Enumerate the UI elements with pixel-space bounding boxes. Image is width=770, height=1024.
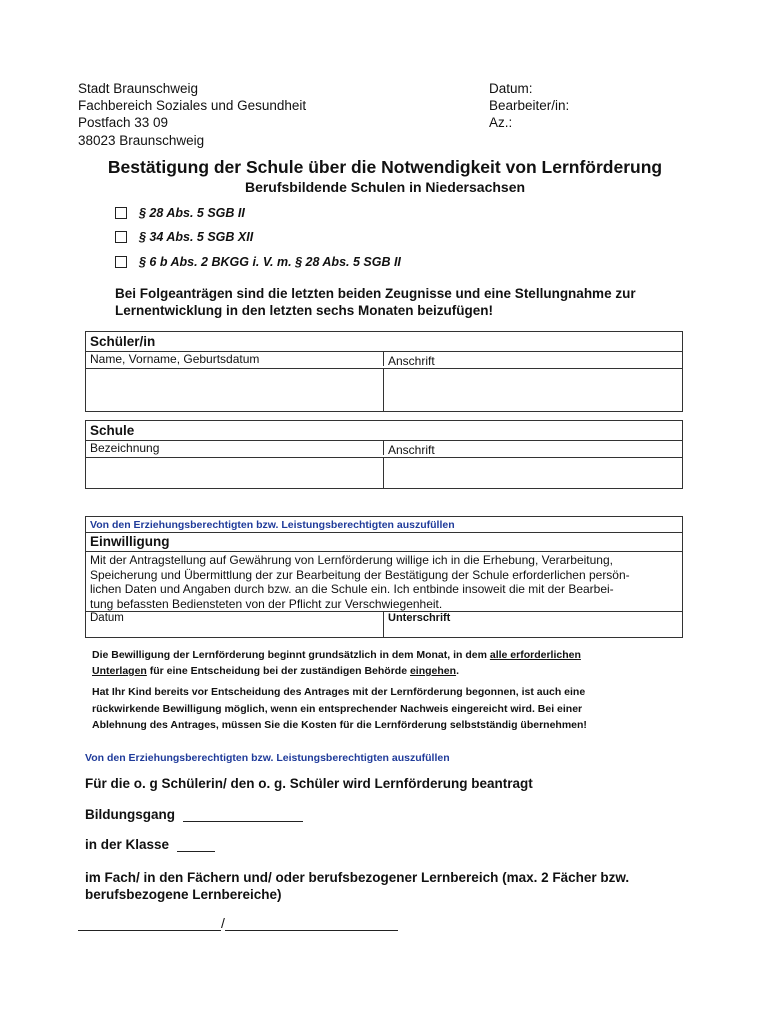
- law-option-label: § 6 b Abs. 2 BKGG i. V. m. § 28 Abs. 5 SGB II: [139, 255, 401, 269]
- guardian-banner: Von den Erziehungsberechtigten bzw. Leistungsberechtigten auszufüllen: [85, 752, 450, 764]
- start-info-underlined: eingehen: [409, 665, 457, 677]
- start-info-text: Die Bewilligung der Lernförderung beginnt grundsätzlich in dem Monat, in dem: [92, 649, 490, 661]
- retroactive-line: Hat Ihr Kind bereits vor Entscheidung des Antrages mit der Lernförderung begonnen, ist auch eine: [92, 686, 586, 698]
- start-info: [92, 647, 652, 679]
- retroactive-line: Ablehnung des Antrages, müssen Sie die Kosten für die Lernförderung selbstständig übernehmen!: [92, 719, 587, 731]
- consent-section: [85, 516, 683, 638]
- checkbox[interactable]: [115, 207, 127, 219]
- retroactive-info: [92, 684, 652, 734]
- start-info-text: für eine Entscheidung bei der zuständigen Behörde: [146, 665, 410, 677]
- address-line: 38023 Braunschweig: [78, 132, 205, 148]
- klasse-input[interactable]: [177, 837, 215, 852]
- address-line: Fachbereich Soziales und Gesundheit: [78, 98, 307, 114]
- consent-banner: Von den Erziehungsberechtigten bzw. Leistungsberechtigten auszufüllen: [90, 519, 455, 531]
- school-address-field[interactable]: [384, 458, 682, 488]
- subject-input-1[interactable]: [78, 916, 221, 931]
- consent-signature-label: Unterschrift: [388, 612, 451, 624]
- consent-line: Speicherung und Übermittlung der zur Bearbeitung der Bestätigung der Schule erforderlichen persön-: [90, 567, 630, 582]
- law-option-2[interactable]: [115, 230, 253, 244]
- meta-reference-label: Az.:: [489, 115, 513, 131]
- student-labels-row: [86, 351, 682, 368]
- consent-line: Mit der Antragstellung auf Gewährung von Lernförderung willige ich in die Erhebung, Verarbeitung,: [90, 553, 613, 567]
- law-option-label: § 28 Abs. 5 SGB II: [139, 206, 245, 220]
- retroactive-line: rückwirkende Bewilligung möglich, wenn ein entsprechender Nachweis eingereicht wird. Bei einer: [92, 702, 583, 715]
- address-line: Postfach 33 09: [78, 115, 169, 131]
- follow-up-note: Bei Folgeanträgen sind die letzten beiden Zeugnisse und eine Stellungnahme zur Lernentwicklung in den letzten sechs Monaten beizufügen!: [115, 286, 636, 318]
- document-title: Bestätigung der Schule über die Notwendigkeit von Lernförderung: [107, 157, 663, 177]
- student-values-row: [86, 368, 682, 411]
- school-values-row: [86, 457, 682, 488]
- address-line: Stadt Braunschweig: [78, 81, 199, 96]
- consent-line: tung befassten Bediensteten von der Pflicht zur Verschwiegenheit.: [90, 596, 443, 611]
- law-option-label: § 34 Abs. 5 SGB XII: [139, 230, 254, 244]
- subject-input-row: [78, 915, 398, 931]
- checkbox[interactable]: [115, 231, 127, 243]
- bildungsgang-input[interactable]: [183, 807, 303, 822]
- consent-sign-row: [86, 611, 682, 637]
- fach-label-line: im Fach/ in den Fächern und/ oder berufsbezogener Lernbereich (max. 2 Fächer bzw.: [85, 870, 630, 885]
- meta-clerk-label: Bearbeiter/in:: [489, 98, 570, 114]
- meta-date-label: Datum:: [489, 81, 533, 96]
- school-labels-row: [86, 440, 682, 457]
- start-info-text: .: [456, 665, 459, 677]
- school-address-label: Anschrift: [388, 443, 435, 457]
- law-option-1[interactable]: [115, 206, 245, 220]
- fach-label-line: berufsbezogene Lernbereiche): [85, 887, 282, 902]
- subject-separator: /: [221, 915, 225, 931]
- fach-row: [85, 869, 629, 903]
- start-info-underlined: Unterlagen: [92, 665, 147, 677]
- klasse-label: in der Klasse: [85, 837, 170, 852]
- document-meta: [489, 80, 569, 132]
- consent-signature-field[interactable]: [384, 612, 682, 637]
- document-subtitle: Berufsbildende Schulen in Niedersachsen: [244, 179, 526, 195]
- klasse-row: [85, 837, 215, 852]
- checkbox[interactable]: [115, 256, 127, 268]
- school-section: [85, 420, 683, 489]
- school-heading: Schule: [90, 423, 135, 438]
- school-name-field[interactable]: [86, 458, 384, 488]
- student-address-label: Anschrift: [388, 354, 435, 368]
- start-info-underlined: alle erforderlichen: [489, 649, 581, 661]
- consent-text: [86, 551, 682, 611]
- consent-date-field[interactable]: [86, 612, 384, 637]
- school-name-label: Bezeichnung: [86, 441, 384, 455]
- bildungsgang-label: Bildungsgang: [85, 807, 175, 822]
- law-option-3[interactable]: [115, 255, 401, 269]
- student-name-label: Name, Vorname, Geburtsdatum: [86, 352, 384, 366]
- consent-heading: Einwilligung: [86, 532, 682, 551]
- subject-input-2[interactable]: [225, 916, 398, 931]
- student-heading: Schüler/in: [90, 334, 156, 349]
- student-section: [85, 331, 683, 412]
- student-address-field[interactable]: [384, 369, 682, 411]
- request-statement: Für die o. g Schülerin/ den o. g. Schüler wird Lernförderung beantragt: [85, 776, 533, 791]
- consent-date-label: Datum: [90, 612, 124, 624]
- bildungsgang-row: [85, 807, 303, 822]
- student-name-field[interactable]: [86, 369, 384, 411]
- consent-line: lichen Daten und Angaben durch bzw. an die Schule ein. Ich entbinde insoweit die mit der Bearbei-: [90, 582, 614, 596]
- sender-address: [78, 80, 306, 149]
